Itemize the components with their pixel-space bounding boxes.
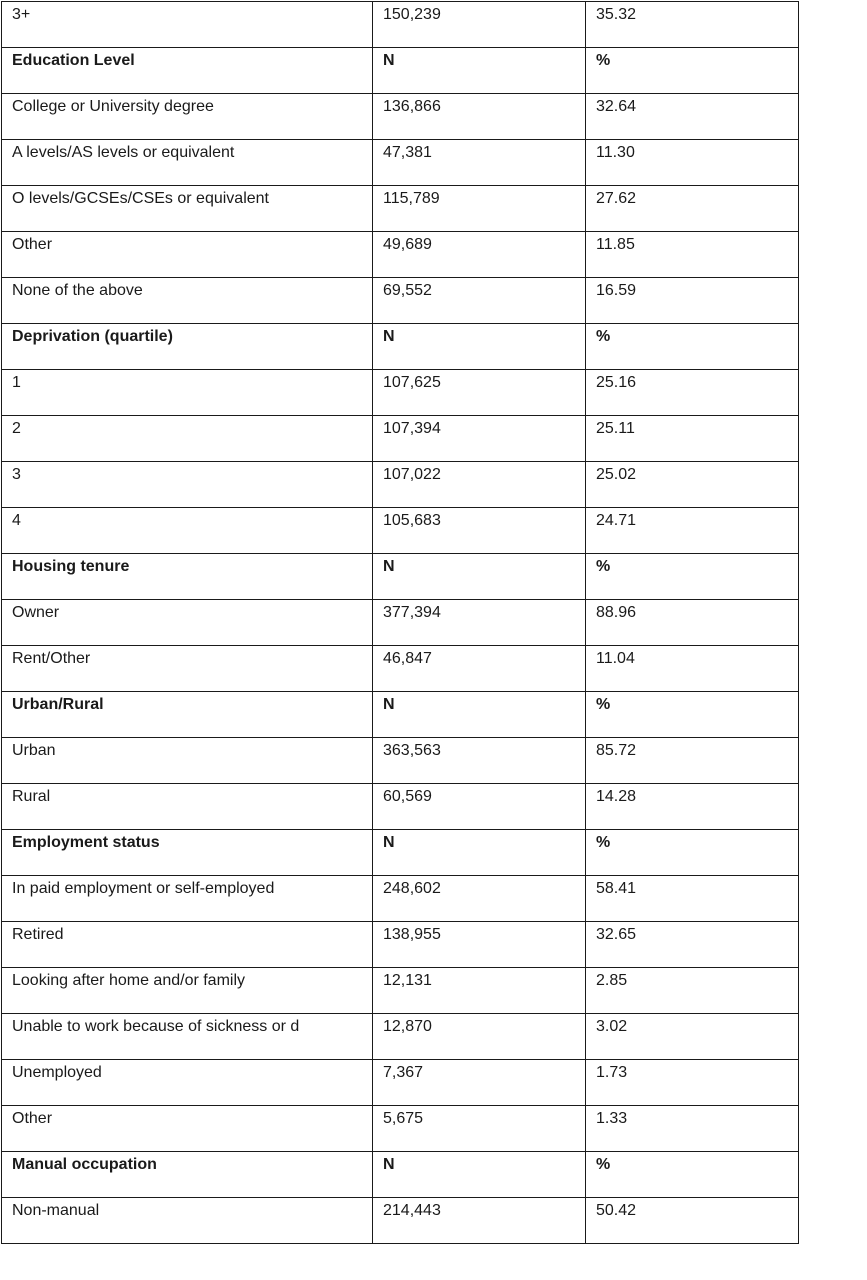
percent-cell: 11.30	[586, 140, 799, 186]
percent-cell: 58.41	[586, 876, 799, 922]
row-label-cell: 2	[2, 416, 373, 462]
row-label-cell: Unable to work because of sickness or d	[2, 1014, 373, 1060]
count-cell: 138,955	[373, 922, 586, 968]
table-row	[2, 1014, 799, 1060]
count-cell: 248,602	[373, 876, 586, 922]
row-label-cell: Rural	[2, 784, 373, 830]
percent-cell: 35.32	[586, 2, 799, 48]
count-cell: 47,381	[373, 140, 586, 186]
row-label-cell: 3+	[2, 2, 373, 48]
section-header-row	[2, 830, 799, 876]
percent-cell: 27.62	[586, 186, 799, 232]
table-body	[2, 2, 799, 1244]
table-row	[2, 600, 799, 646]
row-label-cell: Rent/Other	[2, 646, 373, 692]
row-label-cell: None of the above	[2, 278, 373, 324]
row-label-cell: In paid employment or self-employed	[2, 876, 373, 922]
row-label-cell: A levels/AS levels or equivalent	[2, 140, 373, 186]
percent-cell: 3.02	[586, 1014, 799, 1060]
row-label-cell: Looking after home and/or family	[2, 968, 373, 1014]
percent-cell: 16.59	[586, 278, 799, 324]
table-row	[2, 370, 799, 416]
count-cell: 49,689	[373, 232, 586, 278]
count-cell: 363,563	[373, 738, 586, 784]
count-cell: N	[373, 48, 586, 94]
table-row	[2, 922, 799, 968]
percent-cell: 32.65	[586, 922, 799, 968]
row-label-cell: 3	[2, 462, 373, 508]
percent-cell: %	[586, 324, 799, 370]
row-label-cell: Housing tenure	[2, 554, 373, 600]
count-cell: 46,847	[373, 646, 586, 692]
count-cell: 107,394	[373, 416, 586, 462]
table-row	[2, 738, 799, 784]
table-row	[2, 232, 799, 278]
percent-cell: %	[586, 1152, 799, 1198]
row-label-cell: 4	[2, 508, 373, 554]
percent-cell: 88.96	[586, 600, 799, 646]
count-cell: 7,367	[373, 1060, 586, 1106]
section-header-row	[2, 554, 799, 600]
count-cell: 107,022	[373, 462, 586, 508]
row-label-cell: Education Level	[2, 48, 373, 94]
percent-cell: 50.42	[586, 1198, 799, 1244]
percent-cell: 25.11	[586, 416, 799, 462]
table-row	[2, 876, 799, 922]
table-row	[2, 1106, 799, 1152]
percent-cell: 1.73	[586, 1060, 799, 1106]
percent-cell: 24.71	[586, 508, 799, 554]
table-row	[2, 784, 799, 830]
count-cell: 115,789	[373, 186, 586, 232]
percent-cell: 2.85	[586, 968, 799, 1014]
percent-cell: 11.04	[586, 646, 799, 692]
percent-cell: 25.02	[586, 462, 799, 508]
count-cell: 69,552	[373, 278, 586, 324]
row-label-cell: O levels/GCSEs/CSEs or equivalent	[2, 186, 373, 232]
count-cell: 107,625	[373, 370, 586, 416]
row-label-cell: Retired	[2, 922, 373, 968]
count-cell: 377,394	[373, 600, 586, 646]
table-row	[2, 140, 799, 186]
table-row	[2, 968, 799, 1014]
row-label-cell: Non-manual	[2, 1198, 373, 1244]
count-cell: 12,870	[373, 1014, 586, 1060]
row-label-cell: Deprivation (quartile)	[2, 324, 373, 370]
percent-cell: %	[586, 554, 799, 600]
table-row	[2, 278, 799, 324]
section-header-row	[2, 324, 799, 370]
row-label-cell: Unemployed	[2, 1060, 373, 1106]
percent-cell: 25.16	[586, 370, 799, 416]
count-cell: N	[373, 554, 586, 600]
table-row	[2, 186, 799, 232]
row-label-cell: Owner	[2, 600, 373, 646]
table-row	[2, 1060, 799, 1106]
row-label-cell: Manual occupation	[2, 1152, 373, 1198]
count-cell: 136,866	[373, 94, 586, 140]
table-row	[2, 1198, 799, 1244]
count-cell: N	[373, 692, 586, 738]
table-row	[2, 508, 799, 554]
row-label-cell: Urban/Rural	[2, 692, 373, 738]
row-label-cell: 1	[2, 370, 373, 416]
table-row	[2, 416, 799, 462]
count-cell: N	[373, 324, 586, 370]
count-cell: N	[373, 1152, 586, 1198]
count-cell: 214,443	[373, 1198, 586, 1244]
count-cell: N	[373, 830, 586, 876]
row-label-cell: Other	[2, 232, 373, 278]
row-label-cell: Employment status	[2, 830, 373, 876]
percent-cell: %	[586, 830, 799, 876]
demographics-table	[1, 1, 799, 1244]
section-header-row	[2, 48, 799, 94]
percent-cell: 32.64	[586, 94, 799, 140]
section-header-row	[2, 1152, 799, 1198]
table-row	[2, 2, 799, 48]
count-cell: 12,131	[373, 968, 586, 1014]
count-cell: 5,675	[373, 1106, 586, 1152]
percent-cell: 1.33	[586, 1106, 799, 1152]
percent-cell: 85.72	[586, 738, 799, 784]
count-cell: 105,683	[373, 508, 586, 554]
percent-cell: 14.28	[586, 784, 799, 830]
row-label-cell: Urban	[2, 738, 373, 784]
table-row	[2, 646, 799, 692]
section-header-row	[2, 692, 799, 738]
percent-cell: 11.85	[586, 232, 799, 278]
row-label-cell: College or University degree	[2, 94, 373, 140]
count-cell: 60,569	[373, 784, 586, 830]
percent-cell: %	[586, 692, 799, 738]
count-cell: 150,239	[373, 2, 586, 48]
percent-cell: %	[586, 48, 799, 94]
table-row	[2, 94, 799, 140]
table-row	[2, 462, 799, 508]
row-label-cell: Other	[2, 1106, 373, 1152]
